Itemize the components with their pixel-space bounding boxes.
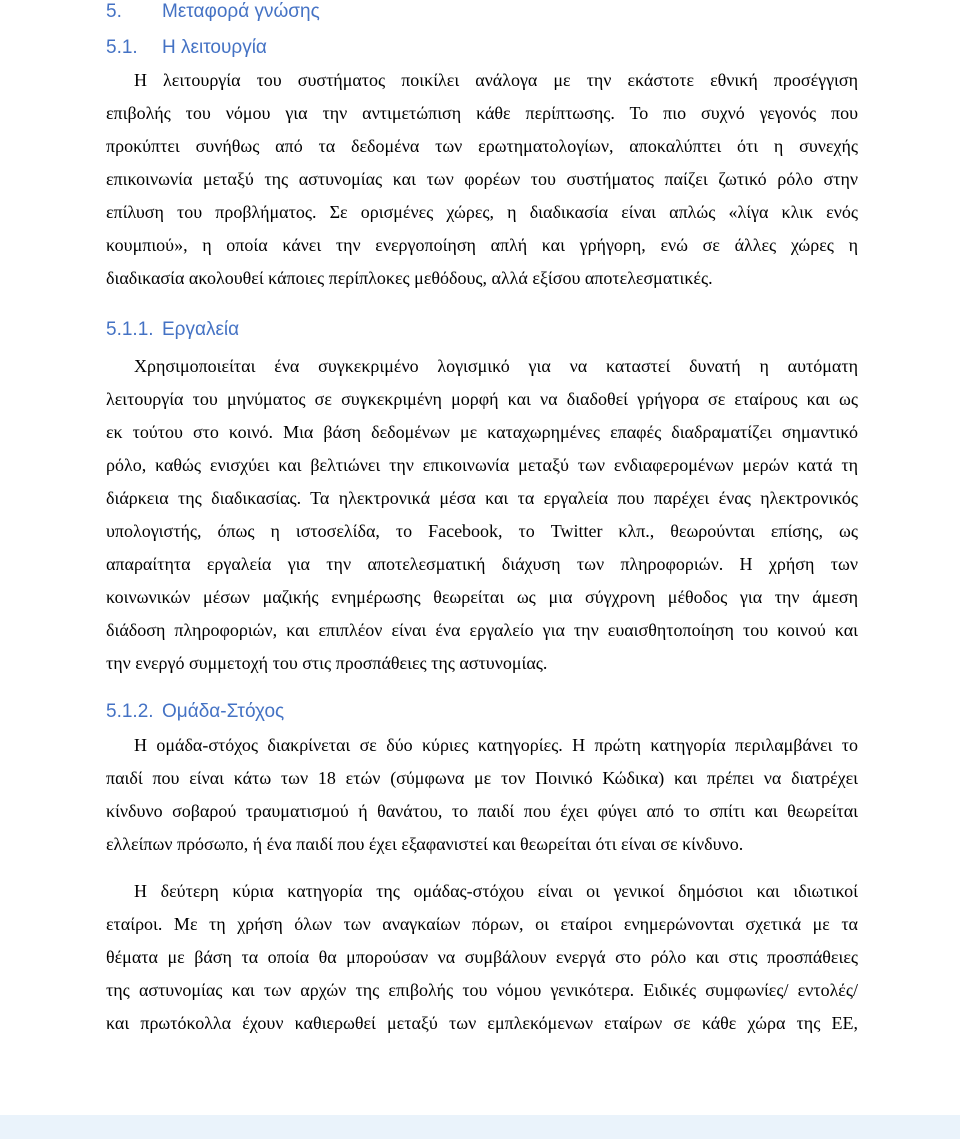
heading-number: 5.	[106, 1, 122, 22]
text-line: ελλείπων πρόσωπο, ή ένα παιδί που έχει εξαφανιστεί και θεωρείται ότι είναι σε κίνδυνο.	[106, 834, 744, 854]
text-line: Η ομάδα-στόχος διακρίνεται σε δύο κύριες κατηγορίες. Η πρώτη κατηγορία περιλαμβάνει το	[134, 735, 858, 755]
text-line: λειτουργία του μηνύματος σε συγκεκριμένη μορφή και να διαδοθεί γρήγορα σε εταίρους και ως	[106, 389, 858, 409]
paragraph-target-group-2	[106, 875, 858, 1040]
text-line: Η δεύτερη κύρια κατηγορία της ομάδας-στόχου είναι οι γενικοί δημόσιοι και ιδιωτικοί	[134, 881, 858, 901]
text-line: Η λειτουργία του συστήματος ποικίλει ανάλογα με την εκάστοτε εθνική προσέγγιση	[134, 70, 858, 90]
text-line: διάρκεια της διαδικασίας. Τα ηλεκτρονικά μέσα και τα εργαλεία που παρέχει ένας ηλεκτρονικός	[106, 488, 858, 508]
text-line: της αστυνομίας και των αρχών της επιβολής του νόμου γενικότερα. Ειδικές συμφωνίες/ εντολές/	[106, 980, 858, 1000]
text-line: επικοινωνία μεταξύ της αστυνομίας και των φορέων του συστήματος παίζει ζωτικό ρόλο στην	[106, 169, 858, 189]
text-line: εκ τούτου στο κοινό. Μια βάση δεδομένων με καταχωρημένες επαφές διαδραματίζει σημαντικό	[106, 422, 858, 442]
heading-title: Ομάδα-Στόχος	[162, 701, 285, 722]
text-line: την ενεργό συμμετοχή του στις προσπάθειες της αστυνομίας.	[106, 653, 548, 673]
paragraph-target-group-1	[106, 729, 858, 861]
text-line: προκύπτει συνήθως από τα δεδομένα των ερωτηματολογίων, αποκαλύπτει ότι η συνεχής	[106, 136, 858, 156]
text-line: εταίροι. Με τη χρήση όλων των αναγκαίων πόρων, οι εταίροι ενημερώνονται σχετικά με τα	[106, 914, 858, 934]
heading-title: Μεταφορά γνώσης	[162, 1, 320, 22]
page-bottom-band	[0, 1115, 960, 1139]
heading-5-1-2	[106, 700, 285, 724]
text-line: κοινωνικών μέσων μαζικής ενημέρωσης θεωρείται ως μια σύγχρονη μέθοδος για την άμεση	[106, 587, 858, 607]
text-line: υπολογιστής, όπως η ιστοσελίδα, το Facebook, το Twitter κλπ., θεωρούνται επίσης, ως	[106, 521, 858, 541]
text-line: παιδί που είναι κάτω των 18 ετών (σύμφωνα με τον Ποινικό Κώδικα) και πρέπει να διατρέχει	[106, 768, 858, 788]
text-line: ρόλο, καθώς ενισχύει και βελτιώνει την επικοινωνία μεταξύ των ενδιαφερομένων μερών κατά τη	[106, 455, 858, 475]
text-line: επίλυση του προβλήματος. Σε ορισμένες χώρες, η διαδικασία είναι απλώς «λίγα κλικ ενός	[106, 202, 858, 222]
text-line: κουμπιού», η οποία κάνει την ενεργοποίηση απλή και γρήγορη, ενώ σε άλλες χώρες η	[106, 235, 858, 255]
heading-title: Η λειτουργία	[162, 37, 267, 58]
heading-5-1	[106, 36, 267, 60]
paragraph-function	[106, 64, 858, 295]
text-line: θέματα με βάση τα οποία θα μπορούσαν να συμβάλουν ενεργά στο ρόλο και στις προσπάθειες	[106, 947, 858, 967]
text-line: κίνδυνο σοβαρού τραυματισμού ή θανάτου, το παιδί που έχει φύγει από το σπίτι και θεωρείται	[106, 801, 858, 821]
text-line: και πρωτόκολλα έχουν καθιερωθεί μεταξύ των εμπλεκόμενων εταίρων σε κάθε χώρα της ΕΕ,	[106, 1013, 858, 1033]
text-line: διαδικασία ακολουθεί κάποιες περίπλοκες μεθόδους, αλλά εξίσου αποτελεσματικές.	[106, 268, 713, 288]
text-line: διάδοση πληροφοριών, και επιπλέον είναι ένα εργαλείο για την ευαισθητοποίηση του κοινού και	[106, 620, 858, 640]
heading-5-1-1	[106, 318, 240, 342]
text-line: επιβολής του νόμου για την αντιμετώπιση κάθε περίπτωσης. Το πιο συχνό γεγονός που	[106, 103, 858, 123]
heading-5	[106, 0, 320, 24]
text-line: απαραίτητα εργαλεία για την αποτελεσματική διάχυση των πληροφοριών. Η χρήση των	[106, 554, 858, 574]
heading-number: 5.1.2.	[106, 701, 154, 722]
heading-title: Εργαλεία	[162, 319, 240, 340]
heading-number: 5.1.	[106, 37, 138, 58]
paragraph-tools	[106, 350, 858, 680]
text-line: Χρησιμοποιείται ένα συγκεκριμένο λογισμικό για να καταστεί δυνατή η αυτόματη	[134, 356, 858, 376]
heading-number: 5.1.1.	[106, 319, 154, 340]
